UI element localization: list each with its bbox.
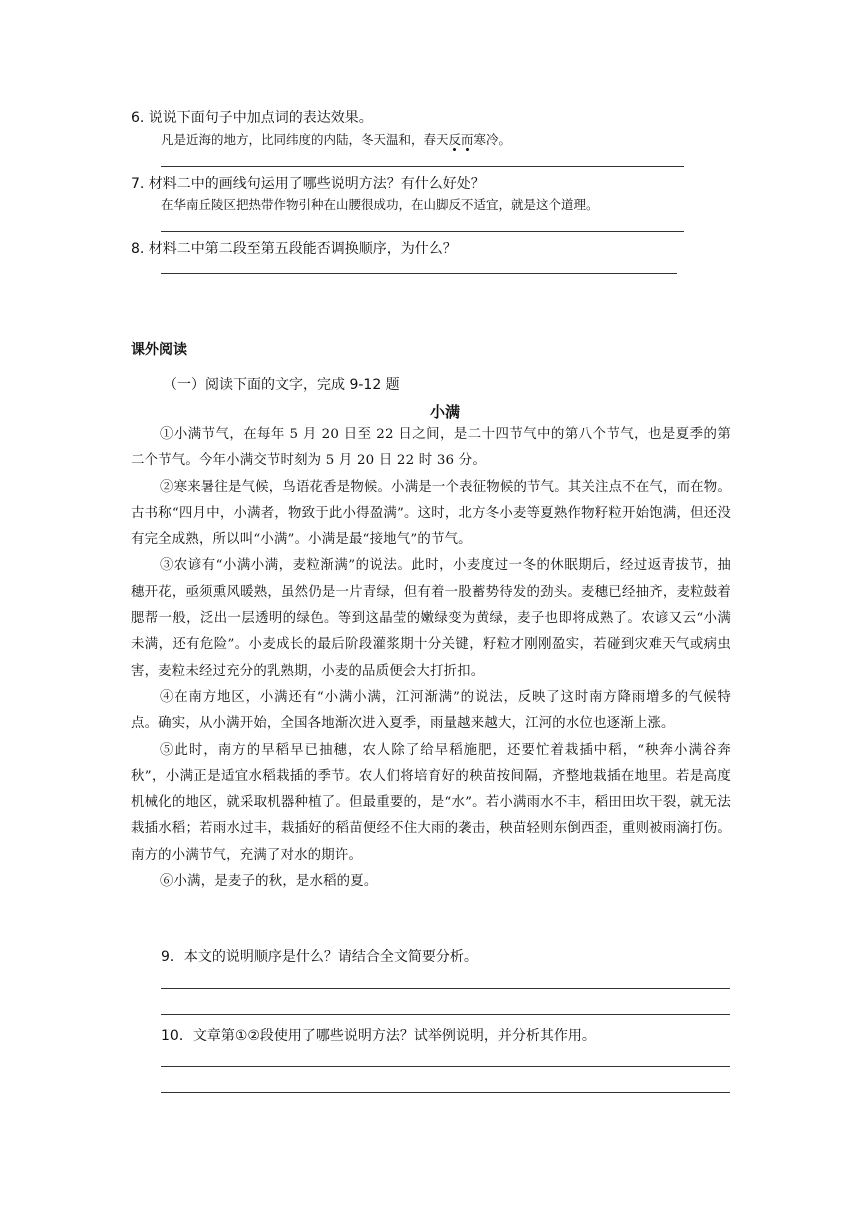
answer-line-q7[interactable] [161,231,684,232]
question-8: 8. 材料二中第二段至第五段能否调换顺序，为什么？ [131,241,457,257]
answer-line-q9-2[interactable] [161,1014,730,1015]
paragraph-3: ③农谚有“小满小满，麦粒渐满”的说法。此时，小麦度过一冬的休眠期后，经过返青拔节，抽穗开花，亟须熏风暖熟，虽然仍是一片青绿，但有着一股蓄势待发的劲头。麦穗已经抽齐，麦粒鼓着腮帮一般，泛出一层透明的绿色。等到这晶莹的嫩绿变为黄绿，麦子也即将成熟了。农谚又云“小满未满，还有危险”。小麦成长的最后阶段灌浆期十分关键，籽粒才刚刚盈实，若碰到灾难天气或病虫害，麦粒未经过充分的乳熟期，小麦的品质便会大打折扣。 [131,558,731,679]
question-7-quote: 在华南丘陵区把热带作物引种在山腰很成功，在山脚反不适宜，就是这个道理。 [161,197,599,212]
paragraph-1: ①小满节气，在每年 5 月 20 日至 22 日之间，是二十四节气中的第八个节气，也是夏季的第二个节气。今年小满交节时刻为 5 月 20 日 22 时 36 分。 [131,427,731,469]
paragraph-2: ②寒来暑往是气候，鸟语花香是物候。小满是一个表征物候的节气。其关注点不在气，而在物。古书称“四月中，小满者，物致于此小得盈满”。这时，北方冬小麦等夏熟作物籽粒开始饱满，但还没有完全成熟，所以叫“小满”。小满是最“接地气”的节气。 [131,479,731,548]
subsection-title: （一）阅读下面的文字，完成 9-12 题 [163,377,400,393]
question-6-quote-before: 凡是近海的地方，比同纬度的内陆，冬天温和，春天 [161,132,449,147]
paragraph-6: ⑥小满，是麦子的秋，是水稻的夏。 [160,874,378,890]
article-title: 小满 [429,403,460,421]
answer-line-q9-1[interactable] [161,988,730,989]
question-6: 6. 说说下面句子中加点词的表达效果。 [131,110,373,126]
section-title: 课外阅读 [131,342,187,358]
answer-line-q8[interactable] [161,273,677,274]
question-9: 9．本文的说明顺序是什么？请结合全文简要分析。 [161,949,478,965]
question-10: 10．文章第①②段使用了哪些说明方法？试举例说明，并分析其作用。 [161,1028,596,1044]
answer-line-q10-2[interactable] [161,1092,730,1093]
dotted-word-er: 而 [461,132,474,147]
paragraph-4: ④在南方地区，小满还有“小满小满，江河渐满”的说法，反映了这时南方降雨增多的气候特点。确实，从小满开始，全国各地渐次进入夏季，雨量越来越大，江河的水位也逐渐上涨。 [131,689,731,732]
paragraph-5: ⑤此时，南方的早稻早已抽穗，农人除了给早稻施肥，还要忙着栽插中稻，“秧奔小满谷奔秋”，小满正是适宜水稻栽插的季节。农人们将培育好的秧苗按间隔，齐整地栽插在地里。若是高度机械化的地区，就采取机器种植了。但最重要的，是“水”。若小满雨水不丰，稻田田坎干裂，就无法栽插水稻；若雨水过丰，栽插好的稻苗便经不住大雨的袭击，秧苗轻则东倒西歪，重则被雨滴打伤。南方的小满节气，充满了对水的期许。 [131,742,731,863]
article-body [131,422,731,895]
question-7: 7. 材料二中的画线句运用了哪些说明方法？有什么好处？ [131,176,485,192]
question-6-quote [161,130,511,148]
answer-line-q10-1[interactable] [161,1066,730,1067]
answer-line-q6[interactable] [161,166,684,167]
dotted-word-fan: 反 [448,132,462,147]
question-6-quote-after: 寒冷。 [473,132,512,147]
